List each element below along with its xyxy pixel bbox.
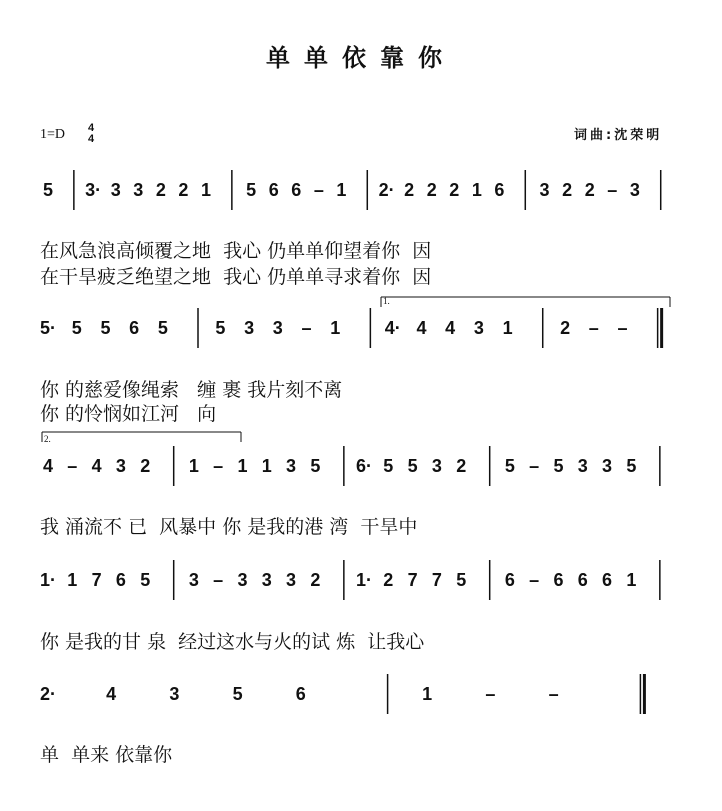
lyric-line: 单 单来 依靠你 [40, 744, 173, 766]
note: 7 [407, 570, 418, 590]
note: 3· [85, 180, 102, 200]
lyric-line: 在干旱疲乏绝望之地 我心 仍单单寻求着你 因 [40, 266, 432, 288]
volta-second-label: 2. [44, 434, 51, 444]
note: – [301, 318, 312, 338]
note: – [213, 456, 224, 476]
note: 4 [416, 318, 427, 338]
note: 5 [553, 456, 564, 476]
note: 5 [246, 180, 257, 200]
note: 3 [473, 318, 484, 338]
note: 6 [291, 180, 302, 200]
note: 3 [237, 570, 248, 590]
note: 2 [178, 180, 189, 200]
lyric-line: 你 的怜悯如江河 向 [40, 403, 217, 425]
note: 1· [356, 570, 373, 590]
note: 3 [115, 456, 126, 476]
note: 6 [577, 570, 588, 590]
note: – [529, 570, 540, 590]
note: 7 [91, 570, 102, 590]
note: 3 [286, 456, 297, 476]
note: – [529, 456, 540, 476]
note: 5 [407, 456, 418, 476]
note: 1 [336, 180, 347, 200]
note: 6 [494, 180, 505, 200]
note: 3 [188, 570, 199, 590]
note: 6 [295, 684, 306, 704]
note: 3 [169, 684, 180, 704]
note: 1 [188, 456, 199, 476]
time-sig-top: 4 [88, 122, 95, 134]
song-title: 单单依靠你 [266, 43, 456, 72]
note: 5 [626, 456, 637, 476]
note: 6 [553, 570, 564, 590]
lyric-line: 在风急浪高倾覆之地 我心 仍单单仰望着你 因 [40, 240, 432, 262]
note: 4 [445, 318, 456, 338]
note: 3 [539, 180, 550, 200]
key-signature: 1=D [40, 127, 66, 142]
note: 6 [129, 318, 140, 338]
note: 4 [106, 684, 117, 704]
note: 4 [42, 456, 53, 476]
note: 2 [140, 456, 151, 476]
note: 2 [456, 456, 467, 476]
note: 6 [115, 570, 126, 590]
lyric-line: 你 的慈爱像绳索 缠 裹 我片刻不离 [40, 379, 343, 401]
note: 3 [577, 456, 588, 476]
note: 4 [91, 456, 102, 476]
note: 3 [244, 318, 255, 338]
volta-first-label: 1. [383, 296, 390, 306]
note: 2· [378, 180, 395, 200]
note: 5 [140, 570, 151, 590]
note: 2· [40, 684, 57, 704]
note: 2 [426, 180, 437, 200]
note: 3 [133, 180, 144, 200]
note: – [548, 684, 559, 704]
note: 7 [431, 570, 442, 590]
note: 6· [356, 456, 373, 476]
note: 5 [71, 318, 82, 338]
note: 5 [232, 684, 243, 704]
note: – [588, 318, 599, 338]
lyric-line: 我 涌流不 已 风暴中 你 是我的港 湾 干旱中 [40, 516, 418, 538]
note: 2 [449, 180, 460, 200]
note: 5· [40, 318, 57, 338]
note: – [607, 180, 618, 200]
note: 1· [40, 570, 57, 590]
note: 2 [560, 318, 571, 338]
note: 3 [261, 570, 272, 590]
note: 1 [237, 456, 248, 476]
note: 5 [310, 456, 321, 476]
note: 4· [384, 318, 401, 338]
note: 5 [383, 456, 394, 476]
note: 2 [383, 570, 394, 590]
note: 1 [261, 456, 272, 476]
note: 5 [504, 456, 515, 476]
time-sig-bottom: 4 [88, 133, 95, 145]
note: 5 [215, 318, 226, 338]
note: 2 [404, 180, 415, 200]
note: 3 [602, 456, 613, 476]
note: 3 [272, 318, 283, 338]
note: 5 [456, 570, 467, 590]
note: – [313, 180, 324, 200]
note: 5 [157, 318, 168, 338]
credit: 词曲:沈荣明 [574, 128, 663, 143]
note: – [617, 318, 628, 338]
note: 1 [67, 570, 78, 590]
note: 1 [422, 684, 433, 704]
lyric-line: 你 是我的甘 泉 经过这水与火的试 炼 让我心 [40, 631, 425, 653]
note: 6 [504, 570, 515, 590]
note: 2 [310, 570, 321, 590]
note: 3 [286, 570, 297, 590]
note: – [485, 684, 496, 704]
note: 6 [268, 180, 279, 200]
note: 3 [431, 456, 442, 476]
note: 2 [584, 180, 595, 200]
note: 5 [42, 180, 53, 200]
note: 1 [330, 318, 341, 338]
note: – [213, 570, 224, 590]
note: 2 [562, 180, 573, 200]
note: 2 [155, 180, 166, 200]
note: 1 [471, 180, 482, 200]
note: 5 [100, 318, 111, 338]
note: 1 [200, 180, 211, 200]
note: – [67, 456, 78, 476]
note: 6 [602, 570, 613, 590]
note: 1 [626, 570, 637, 590]
note: 3 [629, 180, 640, 200]
note: 3 [110, 180, 121, 200]
note: 1 [502, 318, 513, 338]
